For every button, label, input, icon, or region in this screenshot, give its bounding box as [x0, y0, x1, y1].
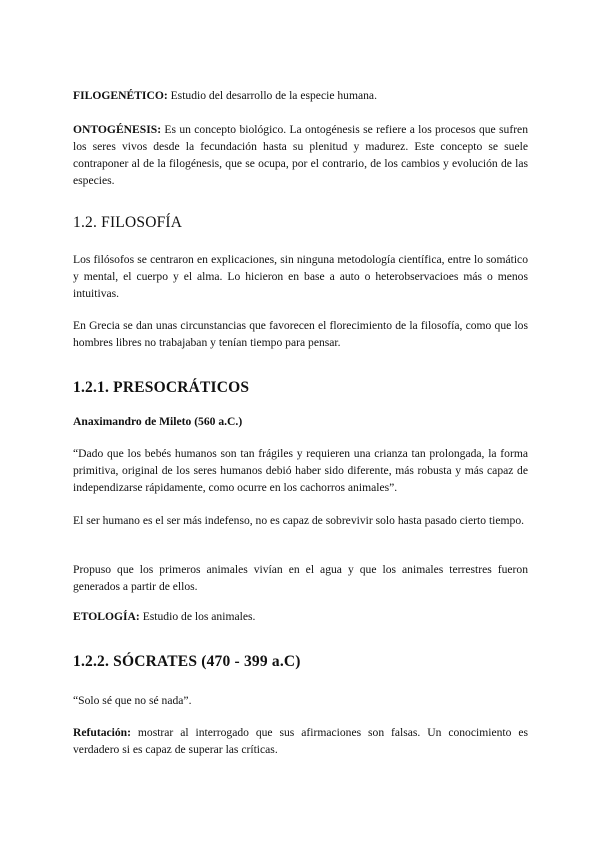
ontogenesis-term: ONTOGÉNESIS:: [73, 123, 162, 136]
filosofia-paragraph-1: Los filósofos se centraron en explicaciones, sin ninguna metodología científica, entre lo somático y mental, el cuerpo y el alma. Lo hicieron en base a auto o heterobservacioes más o menos intuitivas.: [73, 253, 528, 300]
filosofia-heading: 1.2. FILOSOFÍA: [73, 214, 183, 231]
anaximandro-paragraph-3: Propuso que los primeros animales vivían en el agua y que los animales terrestres fueron generados a partir de ellos.: [73, 563, 528, 593]
filogenetico-definition: Estudio del desarrollo de la especie humana.: [167, 89, 377, 102]
filosofia-paragraph-2: En Grecia se dan unas circunstancias que favorecen el florecimiento de la filosofía, como que los hombres libres no trabajaban y tenían tiempo para pensar.: [73, 319, 528, 349]
ontogenesis-paragraph: [73, 121, 528, 189]
refutacion-definition: mostrar al interrogado que sus afirmaciones son falsas. Un conocimiento es verdadero si es capaz de superar las críticas.: [73, 726, 528, 756]
ontogenesis-definition: Es un concepto biológico. La ontogénesis se refiere a los procesos que sufren los seres vivos desde la fecundación hasta su plenitud y madurez. Este concepto se suele contraponer al de la filogénesis, que se ocupa, por el contrario, de los cambios y evolución de las especies.: [73, 123, 528, 187]
socrates-quote: “Solo sé que no sé nada”.: [73, 694, 192, 707]
anaximandro-paragraph-2: El ser humano es el ser más indefenso, no es capaz de sobrevivir solo hasta pasado cierto tiempo.: [73, 514, 525, 527]
presocraticos-heading: 1.2.1. PRESOCRÁTICOS: [73, 379, 250, 396]
anaximandro-quote: “Dado que los bebés humanos son tan frágiles y requieren una crianza tan prolongada, la forma primitiva, original de los seres humanos debió haber sido diferente, más robusta y más capaz de independizarse rápidamente, como ocurre en los cachorros animales”.: [73, 447, 528, 494]
refutacion-term: Refutación:: [73, 726, 131, 739]
socrates-heading: 1.2.2. SÓCRATES (470 - 399 a.C): [73, 653, 301, 670]
etologia-term: ETOLOGÍA:: [73, 610, 140, 623]
etologia-definition: Estudio de los animales.: [139, 610, 256, 623]
etologia-paragraph: [73, 608, 528, 625]
filogenetico-term: FILOGENÉTICO:: [73, 89, 168, 102]
refutacion-paragraph: [73, 724, 528, 758]
anaximandro-heading: Anaximandro de Mileto (560 a.C.): [73, 415, 243, 428]
filogenetico-paragraph: [73, 87, 528, 104]
